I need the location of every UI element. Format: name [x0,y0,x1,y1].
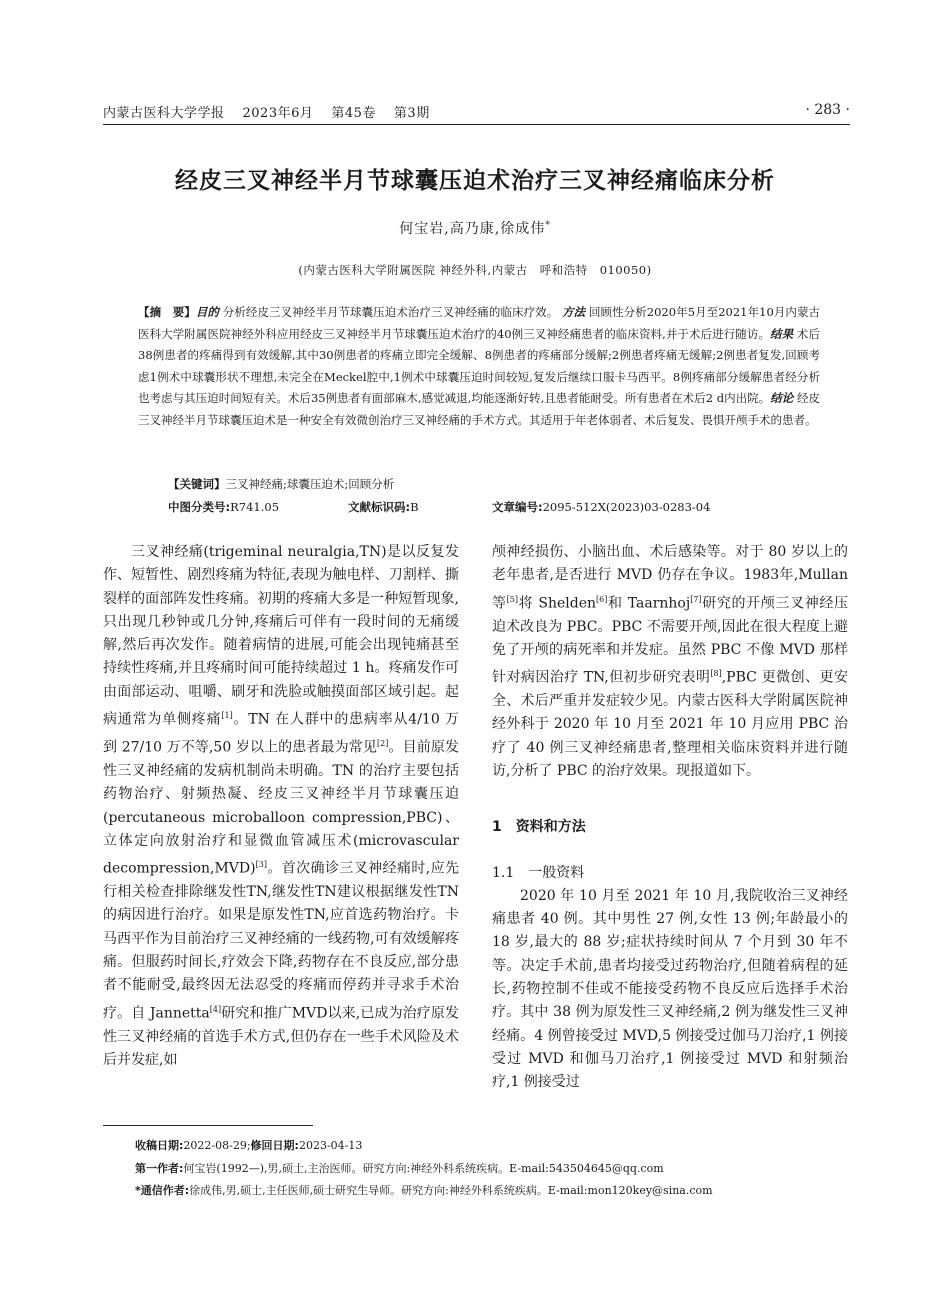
section-heading: 1 资料和方法 [492,819,586,836]
citation: [8] [710,669,722,679]
general-data-paragraph: 2020 年 10 月至 2021 年 10 月,我院收治三叉神经痛患者 40 例。其中男性 27 例,女性 13 例;年龄最小的 18 岁,最大的 88 岁;症状持续时间从 7 个月到 30 年不等。决定手术前,患者均接受过药物治疗,但随着病程的延长,药物控制不佳或不能接受药物不良反应后选择手术治疗。其中 38 例为原发性三叉神经痛,2 例为继发性三叉神经痛。4 例曾接受过 MVD,5 例接受过伽马刀治疗,1 例接受过 MVD 和伽马刀治疗,1 例接受过 MVD 和射频治疗,1 例接受过 [492,887,848,1091]
citation: [2] [377,739,389,749]
method-label: 方法 [562,305,586,319]
abstract [138,302,820,432]
citation: [7] [690,594,702,604]
running-header [103,100,850,124]
volume: 第45卷 [331,106,376,121]
citation: [6] [596,594,608,604]
corresponding-mark: * [545,220,551,231]
article-title: 经皮三叉神经半月节球囊压迫术治疗三叉神经痛临床分析 [175,168,775,194]
conclusion-text: 经皮三叉神经半月节球囊压迫术是一种安全有效微创治疗三叉神经痛的手术方式。其适用于年老体弱者、术后复发、畏惧开颅手术的患者。 [138,391,820,427]
intro-paragraph: 三叉神经痛(trigeminal neuralgia,TN)是以反复发作、短暂性、剧烈疼痛为特征,表现为触电样、刀割样、撕裂样的面部阵发性疼痛。初期的疼痛大多是一种短暂现象,只出现几秒钟或几分钟,疼痛后可伴有一段时间的无痛缓解,然后再次发作。随着病情的进展,可能会出现钝痛甚至持续性疼痛,并且疼痛时间可能持续超过 1 h。疼痛发作可由面部运动、咀嚼、刷牙和洗脸或触摸面部区域引起。起病通常为单侧疼痛[1]。TN 在人群中的患病率从4/10 万 到 27/10 万不等,50 岁以上的患者最为常见[2]。目前原发性三叉神经痛的发病机制尚未明确。TN 的治疗主要包括药物治疗、射频热凝、经皮三叉神经半月节球囊压迫(percutaneous microballoon compression,PBC)、立体定向放射治疗和显微血管减压术(microvascular decompression,MVD)[3]。首次确诊三叉神经痛时,应先行相关检查排除继发性TN,继发性TN建议根据继发性TN的病因进行治疗。如果是原发性TN,应首选药物治疗。卡马西平作为目前治疗三叉神经痛的一线药物,可有效缓解疼痛。但服药时间长,疗效会下降,药物存在不良反应,部分患者不能耐受,最终因无法忍受的疼痛而停药并寻求手术治疗。自 Jannetta[4]研究和推广MVD以来,已成为治疗原发性三叉神经痛的首选手术方式,但仍存在一些手术风险及术后并发症,如 [103,544,460,1068]
keywords-heading: 【关键词】 [168,477,226,491]
article-number: 文章编号:2095-512X(2023)03-0283-04 [492,500,711,514]
result-label: 结果 [770,326,794,341]
received-date: 收稿日期:2022-08-29;修回日期:2023-04-13 [135,1139,363,1152]
citation: [5] [506,594,518,604]
abstract-heading: 【摘 要】 [138,305,196,319]
first-author-note: 第一作者:何宝岩(1992—),男,硕士,主治医师。研究方向:神经外科系统疾病。E-mail:543504645@qq.com [135,1161,664,1175]
body-column-left [103,541,459,1072]
conclusion-label: 结论 [770,391,794,406]
author-list [0,218,950,238]
footnote-divider [103,1125,313,1126]
citation: [1] [221,711,233,721]
body-column-right [492,541,848,1095]
intro-paragraph-continued: 颅神经损伤、小脑出血、术后感染等。对于 80 岁以上的老年患者,是否进行 MVD 仍存在争议。1983年,Mullan 等[5]将 Shelden[6]和 Taarnhoj[7]研究的开颅三叉神经压迫术改良为 PBC。PBC 不需要开颅,因此在很大程度上避免了开颅的病死率和并发症。虽然 PBC 不像 MVD 那样针对病因治疗 TN,但初步研究表明[8],PBC 更微创、更安全、术后严重并发症较少见。内蒙古医科大学附属医院神经外科于 2020 年 10 月至 2021 年 10 月应用 PBC 治疗了 40 例三叉神经痛患者,整理相关临床资料并进行随访,分析了 PBC 的治疗效果。现报道如下。 [492,544,849,779]
issue-number: 第3期 [393,106,430,121]
document-code: 文献标识码:B [348,500,419,514]
result-text: 术后38例患者的疼痛得到有效缓解,其中30例患者的疼痛立即完全缓解、8例患者的疼痛部分缓解;2例患者疼痛无缓解;2例患者复发,回顾考虑1例术中球囊形状不理想,未完全在Meckel腔中,1例术中球囊压迫时间较短,复发后继续口服卡马西平。8例疼痛部分缓解患者经分析也考虑与其压迫时间短有关。术后35例患者有面部麻木,感觉减退,均能逐渐好转,且患者能耐受。所有患者在术后2 d内出院。 [138,326,820,406]
journal-name: 内蒙古医科大学学报 [103,106,225,121]
header-divider [103,124,850,125]
footnotes [135,1135,850,1203]
author-names: 何宝岩,高乃康,徐成伟 [399,221,546,237]
method-text: 回顾性分析2020年5月至2021年10月内蒙古医科大学附属医院神经外科应用经皮三叉神经半月节球囊压迫术治疗的40例三叉神经痛患者的临床资料,并于术后进行随访。 [138,305,821,341]
corresponding-author-note: *通信作者:徐成伟,男,硕士,主任医师,硕士研究生导师。研究方向:神经外科系统疾病。E-mail:mon120key@sina.com [135,1184,713,1197]
citation: [4] [209,1004,222,1014]
objective-label: 目的 [195,305,220,319]
journal-info [103,102,448,121]
objective-text: 分析经皮三叉神经半月节球囊压迫术治疗三叉神经痛的临床疗效。 [222,305,559,319]
subsection-heading: 1.1 一般资料 [492,864,585,881]
affiliation: (内蒙古医科大学附属医院 神经外科,内蒙古 呼和浩特 010050) [298,263,652,277]
citation: [3] [255,860,267,870]
clc-number: 中图分类号:R741.05 [168,500,280,514]
keywords-text: 三叉神经痛;球囊压迫术;回顾分析 [225,477,395,491]
page-number: · 283 · [805,102,850,118]
issue-date: 2023年6月 [242,106,314,121]
keywords [168,476,394,492]
